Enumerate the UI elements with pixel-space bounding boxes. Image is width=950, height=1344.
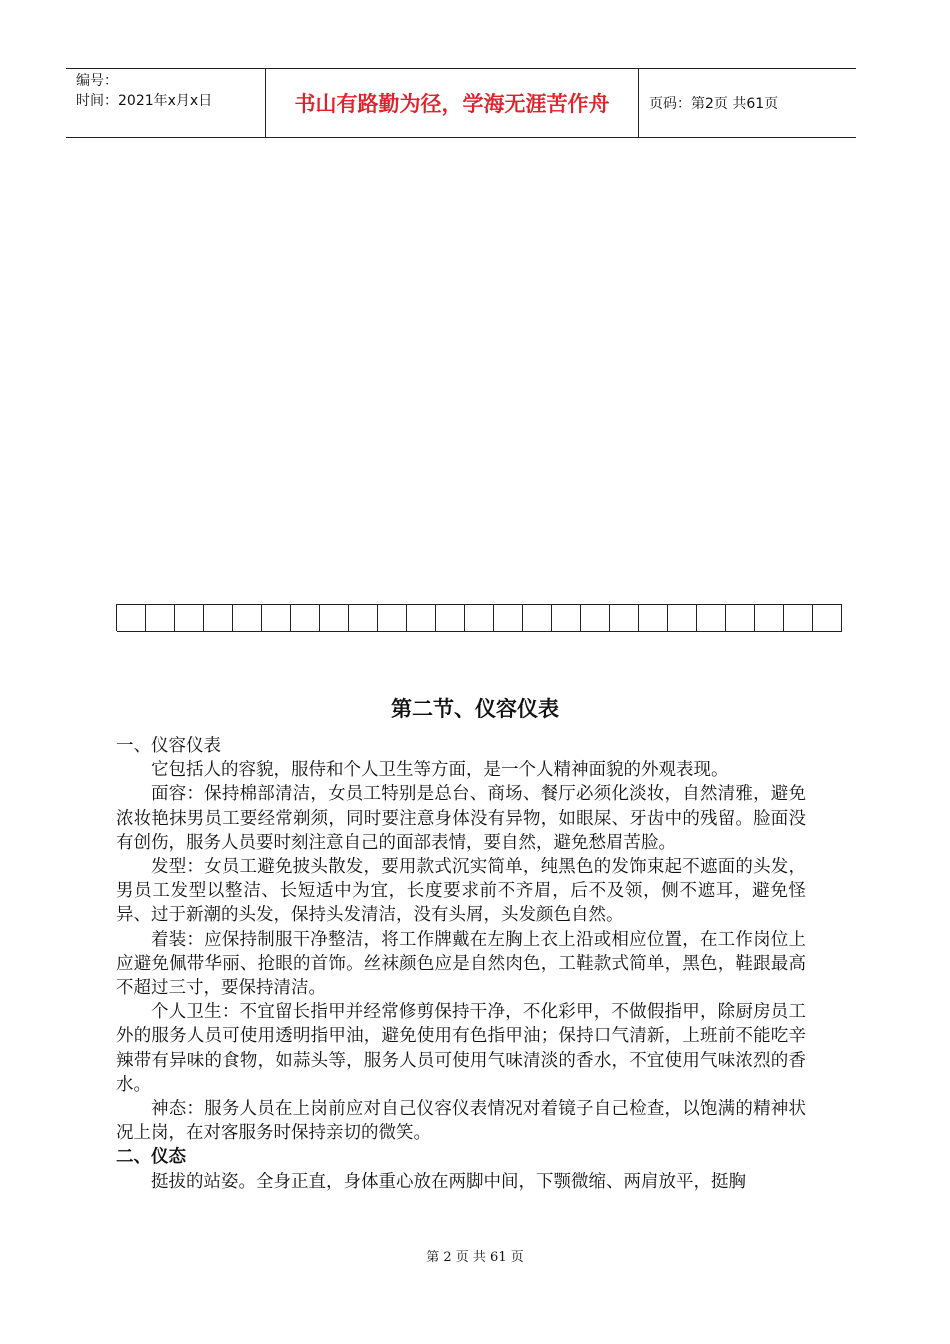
header-meta <box>66 69 266 137</box>
body-paragraph: 面容：保持棉部清洁，女员工特别是总台、商场、餐厅必须化淡妆，自然清雅，避免浓妆艳抹男员工要经常剃须，同时要注意身体没有异物，如眼屎、牙齿中的残留。脸面没有创伤，服务人员要时刻注意自己的面部表情，要自然，避免愁眉苦脸。 <box>116 784 806 853</box>
grid-cell <box>436 604 465 632</box>
body-paragraph: 神态：服务人员在上岗前应对自己仪容仪表情况对着镜子自己检查，以饱满的精神状况上岗，在对客服务时保持亲切的微笑。 <box>116 1099 806 1144</box>
grid-cell <box>146 604 175 632</box>
section-title: 第二节、仪容仪表 <box>391 697 559 721</box>
grid-cell <box>349 604 378 632</box>
grid-cell <box>668 604 697 632</box>
grid-cell <box>639 604 668 632</box>
body-paragraph: 着装：应保持制服干净整洁，将工作牌戴在左胸上衣上沿或相应位置，在工作岗位上应避免佩带华丽、抢眼的首饰。丝袜颜色应是自然肉色，工鞋款式简单，黑色，鞋跟最高不超过三寸，要保持清洁。 <box>116 929 806 999</box>
grid-cell <box>117 604 146 632</box>
grid-cell <box>204 604 233 632</box>
document-body <box>116 734 806 1194</box>
section-heading: 二、仪态 <box>116 1147 186 1168</box>
grid-cell <box>726 604 755 632</box>
grid-cell <box>291 604 320 632</box>
body-paragraph: 挺拔的站姿。全身正直，身体重心放在两脚中间，下颚微缩、两肩放平，挺胸 <box>151 1171 746 1192</box>
grid-cell <box>697 604 726 632</box>
header-page-info: 页码：第2页 共61页 <box>649 96 779 112</box>
grid-cell <box>581 604 610 632</box>
grid-cell <box>465 604 494 632</box>
grid-cell <box>552 604 581 632</box>
answer-grid <box>116 604 842 631</box>
body-paragraph: 个人卫生：不宜留长指甲并经常修剪保持干净，不化彩甲，不做假指甲，除厨房员工外的服务人员可使用透明指甲油，避免使用有色指甲油；保持口气清新，上班前不能吃辛辣带有异味的食物，如蒜头等，服务人员可使用气味清淡的香水，不宜使用气味浓烈的香水。 <box>116 1002 806 1095</box>
body-paragraph: 发型：女员工避免披头散发，要用款式沉实简单，纯黑色的发饰束起不遮面的头发，男员工发型以整洁、长短适中为宜，长度要求前不齐眉，后不及领，侧不遮耳，避免怪异、过于新潮的头发，保持头发清洁，没有头屑，头发颜色自然。 <box>116 857 806 926</box>
number-label: 编号： <box>76 73 118 89</box>
grid-cell <box>233 604 262 632</box>
document-header <box>66 68 856 138</box>
grid-cell <box>378 604 407 632</box>
section-heading: 一、仪容仪表 <box>116 736 221 756</box>
grid-cell <box>320 604 349 632</box>
grid-cell <box>784 604 813 632</box>
body-paragraph: 它包括人的容貌，服侍和个人卫生等方面，是一个人精神面貌的外观表现。 <box>151 760 729 781</box>
grid-cell <box>813 604 842 632</box>
grid-cell <box>494 604 523 632</box>
page-footer: 第 2 页 共 61 页 <box>426 1250 524 1265</box>
grid-cell <box>262 604 291 632</box>
grid-cell <box>610 604 639 632</box>
grid-cell <box>523 604 552 632</box>
grid-cell <box>407 604 436 632</box>
grid-cell <box>755 604 784 632</box>
grid-cell <box>175 604 204 632</box>
time-label: 时间：2021年x月x日 <box>76 93 213 109</box>
header-motto: 书山有路勤为径，学海无涯苦作舟 <box>266 69 639 137</box>
